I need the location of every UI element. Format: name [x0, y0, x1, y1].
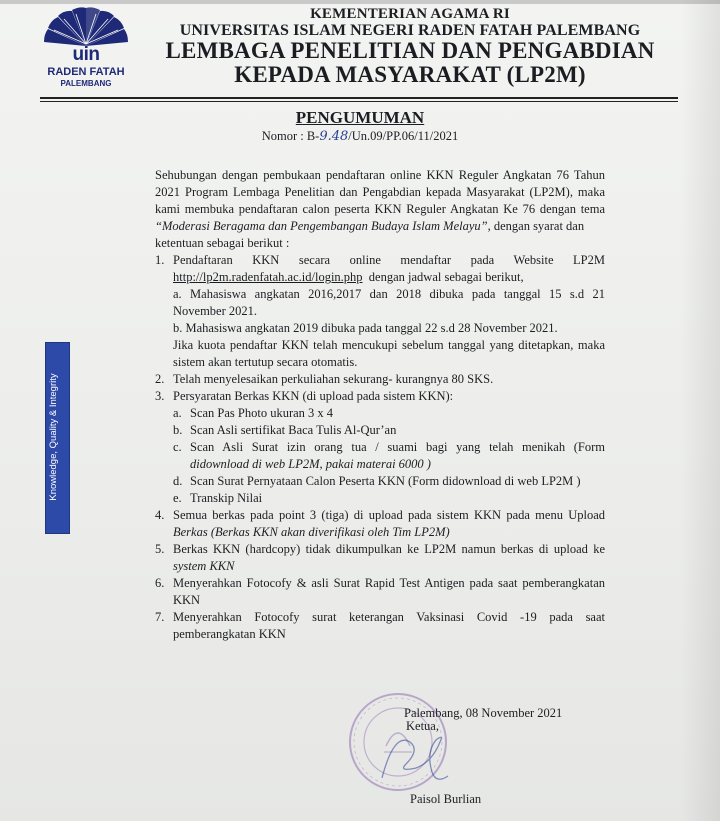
logo-wordmark: uin: [72, 44, 100, 65]
item-number-6: 6.: [155, 576, 165, 590]
item-3-letter-b: b.: [173, 423, 183, 437]
intro-line-5: ketentuan sebagai berikut :: [155, 236, 290, 250]
item-1a-line-1: a. Mahasiswa angkatan 2016,2017 dan 2018 dibuka pada tanggal 15 s.d 21: [173, 287, 605, 301]
item-5-line-2: system KKN: [173, 559, 235, 573]
letterhead-institute: LEMBAGA PENELITIAN DAN PENGABDIAN: [165, 38, 655, 63]
item-1a-line-2: November 2021.: [173, 304, 258, 318]
item-1b: b. Mahasiswa angkatan 2019 dibuka pada tanggal 22 s.d 28 November 2021.: [173, 321, 558, 335]
letterhead-university: UNIVERSITAS ISLAM NEGERI RADEN FATAH PALEMBANG: [179, 22, 641, 39]
intro-line-1: Sehubungan dengan pembukaan pendaftaran online KKN Reguler Angkatan 76 Tahun: [155, 168, 605, 182]
signature-role: Ketua,: [406, 719, 439, 733]
intro-line-4: “Moderasi Beragama dan Pengembangan Budaya Islam Melayu”, dengan syarat dan: [155, 219, 585, 233]
signatory-name: Paisol Burlian: [410, 792, 482, 806]
item-number-3: 3.: [155, 389, 165, 403]
letterhead-ministry: KEMENTERIAN AGAMA RI: [310, 6, 510, 22]
item-3-letter-e: e.: [173, 491, 182, 505]
item-1c-line-1: Jika kuota pendaftar KKN telah mencukupi sebelum tanggal yang ditetapkan, maka: [173, 338, 605, 352]
letterhead-institute-2: KEPADA MASYARAKAT (LP2M): [234, 62, 586, 87]
item-3c-line-1: Scan Asli Surat izin orang tua / suami bagi yang telah menikah (Form: [190, 440, 605, 454]
item-number-1: 1.: [155, 253, 165, 267]
item-4-line-2: Berkas (Berkas KKN akan diverifikasi oleh Tim LP2M): [173, 525, 450, 539]
side-banner-text: Knowledge, Quality & Integrity: [48, 373, 59, 501]
registration-link[interactable]: http://lp2m.radenfatah.ac.id/login.php: [173, 270, 363, 284]
page-title: PENGUMUMAN: [295, 108, 425, 127]
item-number-7: 7.: [155, 610, 165, 624]
item-7-line-1: Menyerahkan Fotocofy surat keterangan Vaksinasi Covid -19 pada saat: [173, 610, 605, 624]
item-2: Telah menyelesaikan perkuliahan sekurang- kurangnya 80 SKS.: [173, 372, 494, 386]
item-3-letter-a: a.: [173, 406, 182, 420]
document-number: Nomor : B-9.48/Un.09/PP.06/11/2021: [261, 129, 459, 144]
item-3-letter-d: d.: [173, 474, 183, 488]
handwritten-signature-icon: [370, 712, 460, 792]
item-3a: Scan Pas Photo ukuran 3 x 4: [190, 406, 334, 420]
university-logo: [36, 6, 136, 98]
item-3c-line-2: didownload di web LP2M, pakai materai 6000 ): [190, 457, 431, 471]
handwritten-number: 9.48: [319, 129, 349, 144]
item-3: Persyaratan Berkas KKN (di upload pada sistem KKN):: [173, 389, 454, 403]
item-3-letter-c: c.: [173, 440, 182, 454]
item-3d: Scan Surat Pernyataan Calon Peserta KKN (Form didownload di web LP2M ): [190, 474, 581, 488]
signature-place-date: Palembang, 08 November 2021: [404, 706, 563, 720]
logo-name: RADEN FATAH: [47, 66, 125, 78]
item-5-line-1: Berkas KKN (hardcopy) tidak dikumpulkan ke LP2M namun berkas di upload ke: [173, 542, 605, 556]
logo-city: PALEMBANG: [60, 79, 112, 88]
item-1-line-2: http://lp2m.radenfatah.ac.id/login.php dengan jadwal sebagai berikut,: [173, 270, 524, 284]
item-3e: Transkip Nilai: [190, 491, 263, 505]
header-rule: [40, 97, 678, 99]
item-7-line-2: pemberangkatan KKN: [173, 627, 286, 641]
intro-line-3: kami membuka pendaftaran calon peserta KKN Reguler Angkatan Ke 76 dengan tema: [155, 202, 605, 216]
item-number-5: 5.: [155, 542, 165, 556]
top-edge: [0, 0, 720, 4]
intro-line-2: 2021 Program Lembaga Penelitian dan Pengabdian kepada Masyarakat (LP2M), maka: [155, 185, 605, 199]
item-number-4: 4.: [155, 508, 165, 522]
item-1c-line-2: sistem akan tertutup secara otomatis.: [173, 355, 358, 369]
item-1-line-1: Pendaftaran KKN secara online mendaftar pada Website LP2M: [173, 253, 605, 267]
item-number-2: 2.: [155, 372, 165, 386]
item-3b: Scan Asli sertifikat Baca Tulis Al-Qur’an: [190, 423, 397, 437]
logo-fan-icon: [42, 6, 130, 48]
item-6-line-2: KKN: [173, 593, 201, 607]
item-6-line-1: Menyerahkan Fotocofy & asli Surat Rapid Test Antigen pada saat pemberangkatan: [173, 576, 605, 590]
item-4-line-1: Semua berkas pada point 3 (tiga) di upload pada sistem KKN pada menu Upload: [173, 508, 605, 522]
header-rule-thin: [40, 101, 678, 102]
